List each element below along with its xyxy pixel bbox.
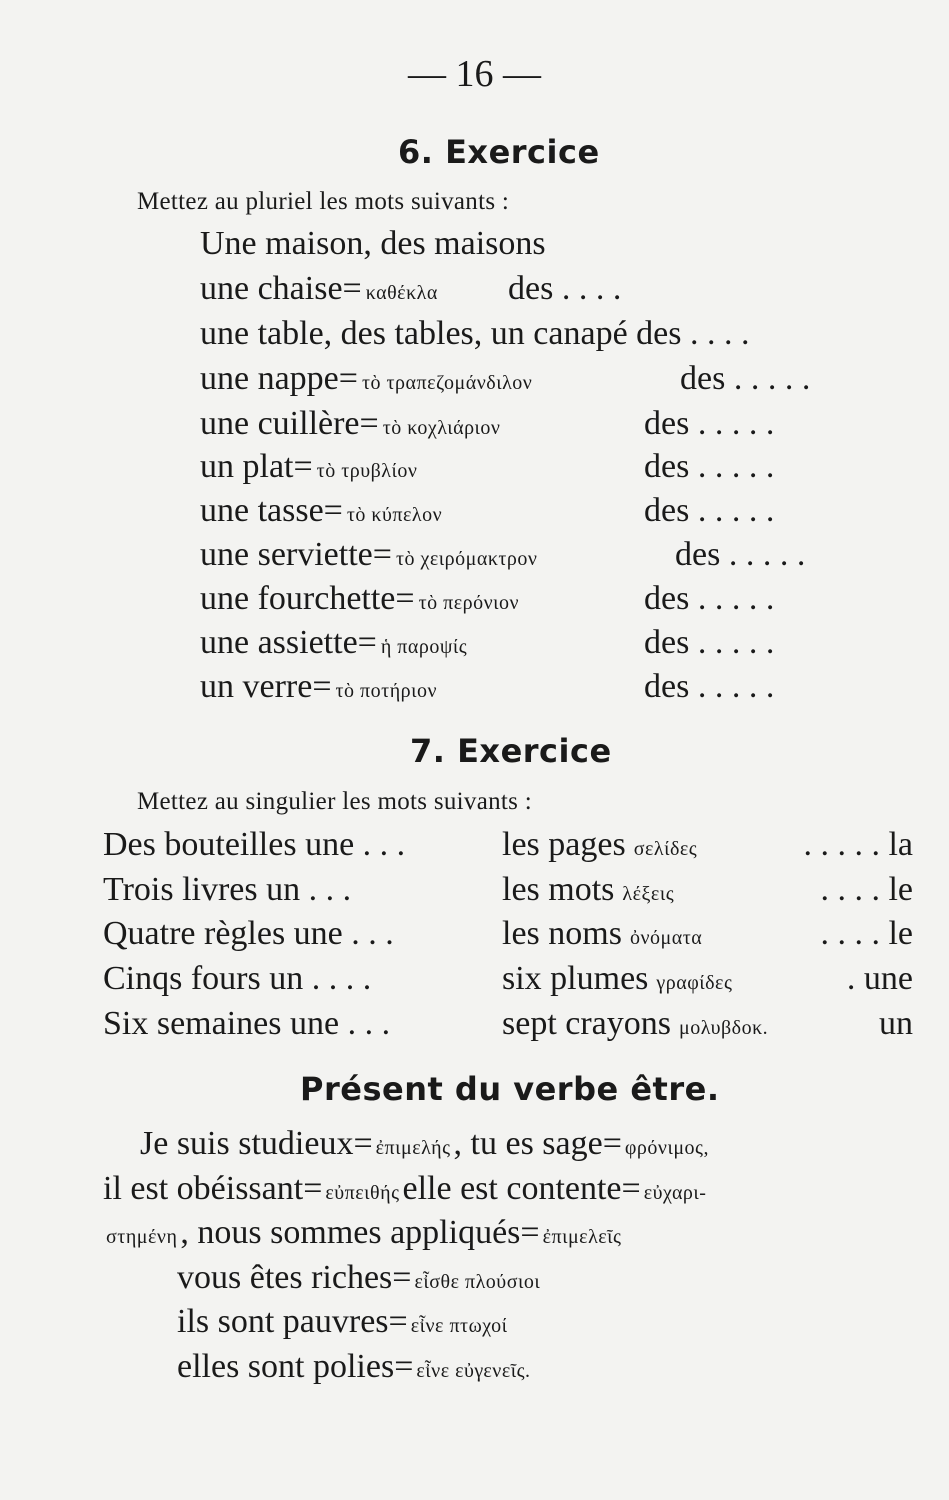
singular-left-item: Quatre règles une . . . — [103, 915, 394, 952]
french-text: , nous sommes appliqués= — [180, 1214, 540, 1251]
conjugation-line — [140, 1125, 712, 1163]
greek-gloss: μολυβδοκ. — [679, 1017, 769, 1039]
greek-gloss: εὐπειθής — [325, 1182, 400, 1204]
plural-blank: des . . . . . — [644, 668, 775, 705]
exercise-6-line — [200, 492, 442, 530]
french-text: Je suis studieux= — [140, 1125, 373, 1162]
singular-left-item: Trois livres un . . . — [103, 871, 352, 908]
french-text: elles sont polies= — [177, 1348, 414, 1385]
greek-gloss: ἐπιμελής — [375, 1137, 451, 1159]
exercise-6-line — [200, 580, 519, 618]
singular-answer: un — [879, 1005, 913, 1042]
plural-blank: des . . . . . — [680, 360, 811, 397]
exercise-6-line — [200, 536, 537, 574]
plural-blank: des . . . . . — [644, 492, 775, 529]
greek-gloss: σελίδες — [633, 838, 698, 860]
french-text: six plumes — [502, 960, 649, 997]
french-text: un verre= — [200, 668, 332, 705]
plural-blank: des . . . . . — [644, 405, 775, 442]
exercise-6-line — [200, 270, 438, 308]
french-text: une assiette= — [200, 624, 377, 661]
singular-right-item — [502, 1005, 768, 1043]
singular-right-item — [502, 826, 697, 864]
greek-gloss: στημένη — [106, 1226, 178, 1248]
exercise-7-instruction: Mettez au singulier les mots suivants : — [137, 788, 532, 815]
french-text: une fourchette= — [200, 580, 415, 617]
greek-gloss: τὸ τρυβλίον — [316, 460, 418, 482]
greek-gloss: ἐπιμελεῖς — [542, 1226, 622, 1248]
greek-gloss: ὀνόματα — [629, 927, 703, 949]
singular-right-item — [502, 960, 732, 998]
greek-gloss: τὸ χειρόμακτρον — [395, 548, 538, 570]
singular-answer: . . . . . la — [803, 826, 913, 863]
conjugation-line — [103, 1170, 709, 1208]
greek-gloss: τὸ τραπεζομάνδιλον — [361, 372, 533, 394]
exercise-6-line — [200, 405, 500, 443]
french-text: vous êtes riches= — [177, 1259, 412, 1296]
greek-gloss: τὸ ποτήριον — [335, 680, 438, 702]
exercise-6-line — [200, 315, 749, 353]
french-text: il est obéissant= — [103, 1170, 323, 1207]
plural-blank: des . . . . — [508, 270, 622, 307]
french-text: une cuillère= — [200, 405, 379, 442]
singular-left-item: Six semaines une . . . — [103, 1005, 391, 1042]
singular-answer: . . . . le — [820, 915, 913, 952]
french-text: sept crayons — [502, 1005, 672, 1042]
french-text: les mots — [502, 871, 615, 908]
singular-left-item: Des bouteilles une . . . — [103, 826, 406, 863]
french-text: Une maison, des maisons — [200, 225, 546, 262]
french-text: ils sont pauvres= — [177, 1303, 408, 1340]
greek-gloss: εἶσθε πλούσιοι — [414, 1271, 541, 1293]
greek-gloss: τὸ περόνιον — [418, 592, 520, 614]
singular-left-item: Cinqs fours un . . . . — [103, 960, 372, 997]
greek-gloss: φρόνιμος, — [624, 1137, 709, 1159]
singular-right-item — [502, 915, 702, 953]
greek-gloss: τὸ κοχλιάριον — [382, 417, 501, 439]
conjugation-line — [177, 1303, 511, 1341]
conjugation-line — [177, 1259, 543, 1297]
greek-gloss: λέξεις — [622, 883, 675, 905]
plural-blank: des . . . . . — [644, 580, 775, 617]
greek-gloss: εἶνε πτωχοί — [410, 1315, 508, 1337]
french-text: un plat= — [200, 448, 313, 485]
exercise-6-line — [200, 225, 546, 263]
page-number: — 16 — — [408, 53, 541, 95]
greek-gloss: ἡ παροψίς — [380, 636, 468, 658]
greek-gloss: εὐχαρι- — [643, 1182, 707, 1204]
french-text: une nappe= — [200, 360, 358, 397]
french-text: , tu es sage= — [453, 1125, 622, 1162]
french-text: une tasse= — [200, 492, 343, 529]
french-text: une serviette= — [200, 536, 392, 573]
exercise-6-instruction: Mettez au pluriel les mots suivants : — [137, 188, 510, 215]
exercise-6-line — [200, 668, 437, 706]
french-text: elle est contente= — [402, 1170, 641, 1207]
greek-gloss: καθέκλα — [365, 282, 438, 304]
exercise-6-heading: 6. Exercice — [398, 133, 600, 171]
plural-blank: des . . . . . — [675, 536, 806, 573]
exercise-6-line — [200, 448, 417, 486]
plural-blank: des . . . . . — [644, 448, 775, 485]
french-text: les pages — [502, 826, 626, 863]
greek-gloss: τὸ κύπελον — [346, 504, 443, 526]
conjugation-line — [177, 1348, 534, 1386]
greek-gloss: εἶνε εὐγενεῖς. — [416, 1360, 531, 1382]
exercise-7-heading: 7. Exercice — [410, 732, 612, 770]
french-text: les noms — [502, 915, 622, 952]
french-text: une chaise= — [200, 270, 362, 307]
present-heading: Présent du verbe être. — [300, 1070, 720, 1108]
plural-blank: des . . . . . — [644, 624, 775, 661]
singular-right-item — [502, 871, 674, 909]
french-text: une table, des tables, un canapé des . . . . — [200, 315, 750, 352]
exercise-6-line — [200, 360, 532, 398]
singular-answer: . une — [846, 960, 913, 997]
singular-answer: . . . . le — [820, 871, 913, 908]
greek-gloss: γραφίδες — [656, 972, 733, 994]
conjugation-line — [103, 1214, 624, 1252]
exercise-6-line — [200, 624, 467, 662]
